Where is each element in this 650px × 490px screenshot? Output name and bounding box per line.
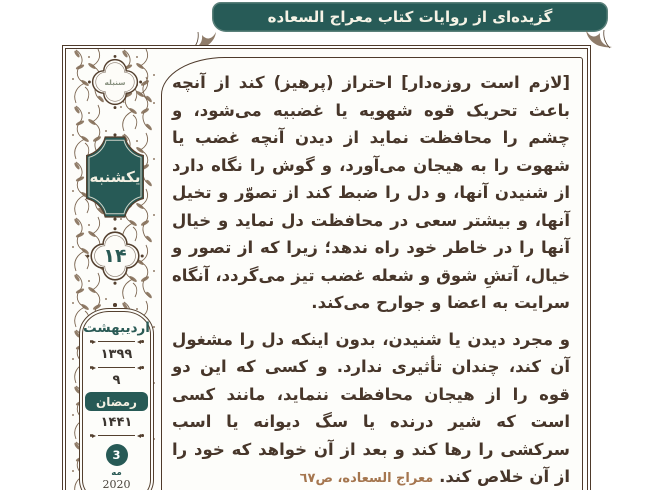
page-title: گزیده‌ای از روایات کتاب معراج السعاده	[267, 8, 553, 26]
arrow-divider	[90, 366, 144, 370]
source-citation: معراج السعاده، ص٦٧	[299, 471, 434, 486]
day-medallion	[81, 222, 149, 290]
paragraph-2	[172, 326, 570, 490]
arrow-divider	[90, 340, 144, 344]
date-panel-inner	[82, 311, 151, 490]
weekday-label: یکشنبه	[89, 168, 141, 186]
paragraph-2-text: و مجرد دیدن یا شنیدن، بدون اینکه دل را مشغول آن کند، چندان تأثیری ندارد. و کسی که این دو قوه را از هیجان محافظت ننماید، مانند کسی است که شیر درنده یا سگ دیوانه یا اسب سرکشی را رها کند و بعد از آن خواهد که خود را از آن خلاص کند.	[172, 329, 570, 486]
gregorian-month: مه	[111, 468, 122, 479]
day-number: ۱۴	[103, 245, 127, 267]
arrow-divider	[90, 434, 144, 438]
gregorian-year: 2020	[102, 478, 131, 490]
solar-month: اردیبهشت	[83, 320, 150, 337]
weekday-medallion	[76, 132, 154, 222]
text-panel	[161, 57, 583, 490]
lunar-month-badge: رمضان	[85, 392, 148, 411]
date-panel	[79, 308, 154, 490]
header-banner	[212, 2, 608, 32]
main-text	[172, 69, 570, 490]
paragraph-1: [لازم است روزه‌دار] احتراز (پرهیز) کند از آنچه باعث تحریک قوه شهویه یا غضبیه می‌شود، و چشم را محافظت نماید از دیدن آنچه غضب یا شهوت را به هیجان می‌آورد، و گوش را نگاه دارد از شنیدن آنها، و دل را ضبط کند از تصوّر و تخیل آنها، و بیشتر سعی در محافظت دل نماید و خیال آنها را در خاطر خود راه ندهد؛ زیرا که از تصور و خیال، آتشِ شوق و شعله غضب تیز می‌گردد، آنگاه سرایت به اعضا و جوارح می‌کند.	[172, 73, 570, 312]
solar-year: ۱۳۹۹	[100, 347, 133, 363]
zodiac-label: سنبله	[104, 77, 126, 87]
panel-finial-dot	[113, 303, 117, 307]
lunar-year: ۱۴۴۱	[100, 415, 133, 431]
lunar-day: ۹	[112, 373, 121, 389]
gregorian-day-badge: 3	[106, 444, 128, 466]
zodiac-medallion	[83, 50, 147, 114]
